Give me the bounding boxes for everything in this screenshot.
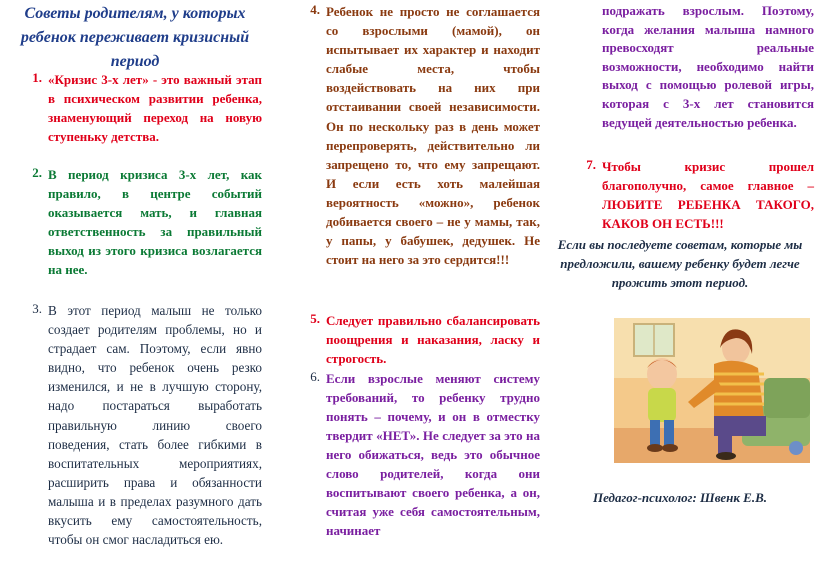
item-number: 3.: [32, 301, 42, 316]
item-number: 2.: [32, 165, 42, 180]
item-number: 4.: [310, 2, 320, 17]
advice-item-5: Следует правильно сбалансировать поощрения и наказания, ласку и строгость.: [326, 313, 540, 366]
advice-item-4: Ребенок не просто не соглашается со взрослыми (мамой), он испытывает их характер и находит слабые места, чтобы воздействовать на них при отстаивании своей независимости. Он по нескольку раз в день может перепроверять, действительно ли запрещено то, что ему запрещают. И если есть хоть малейшая вероятность «можно», ребенок добивается своего – не у мамы, так, у папы, у бабушек, дедушек. Не стоит на него за это сердится!!!: [326, 4, 540, 268]
advice-item-3: В этот период малыш не только создает родителям проблемы, но и страдает сам. Поэтому, если явно видно, что ребенок очень резко изменился, и не в лучшую сторону, надо постараться выработать правильную линию своего поведения, стать более гибкими в воспитательных мероприятиях, расширить права и обязанности малыша и в пределах разумного дать вкусить ему самостоятельность, чтобы он смог насладиться ею.: [48, 303, 262, 548]
column-left: [0, 0, 272, 570]
mother-child-illustration: [614, 318, 810, 463]
item-number: 5.: [310, 311, 320, 326]
advice-item-2: В период кризиса 3-х лет, как правило, в центре событий оказывается мать, и главная ответственность за правильный выход из этого кризиса возлагается на нее.: [48, 167, 262, 277]
advice-item-1: «Кризис 3-х лет» - это важный этап в психическом развитии ребенка, знаменующий переход на новую ступеньку детства.: [48, 72, 262, 144]
item-number: 6.: [310, 369, 320, 384]
item-number: 7.: [586, 157, 596, 172]
page-title: Советы родителям, у которых ребенок переживает кризисный период: [20, 5, 250, 70]
item-number: 1.: [32, 70, 42, 85]
advice-item-6: Если взрослые меняют систему требований, то ребенку трудно понять – почему, и он в отместку твердит «НЕТ». Не следует за это на него обижаться, ведь это обычное слово родителей, когда они воспитывают своего ребенка, а он, считая уже себя самостоятельным, начинает: [326, 371, 540, 538]
signature: Педагог-психолог: Швенк Е.В.: [592, 490, 768, 505]
column-middle: [272, 0, 544, 570]
column-right: [544, 0, 816, 570]
closing-advice: Если вы последуете советам, которые мы предложили, вашему ребенку будет легче прожить этот период.: [557, 237, 803, 290]
advice-item-6-continued: подражать взрослым. Поэтому, когда желания малыша намного превосходят реальные возможности, необходимо найти выход с помощью ролевой игры, которая с 3-х лет становится ведущей деятельностью ребенка.: [602, 3, 814, 130]
advice-item-7: Чтобы кризис прошел благополучно, самое главное – ЛЮБИТЕ РЕБЕНКА ТАКОГО, КАКОВ ОН ЕСТЬ!!!: [602, 159, 814, 231]
